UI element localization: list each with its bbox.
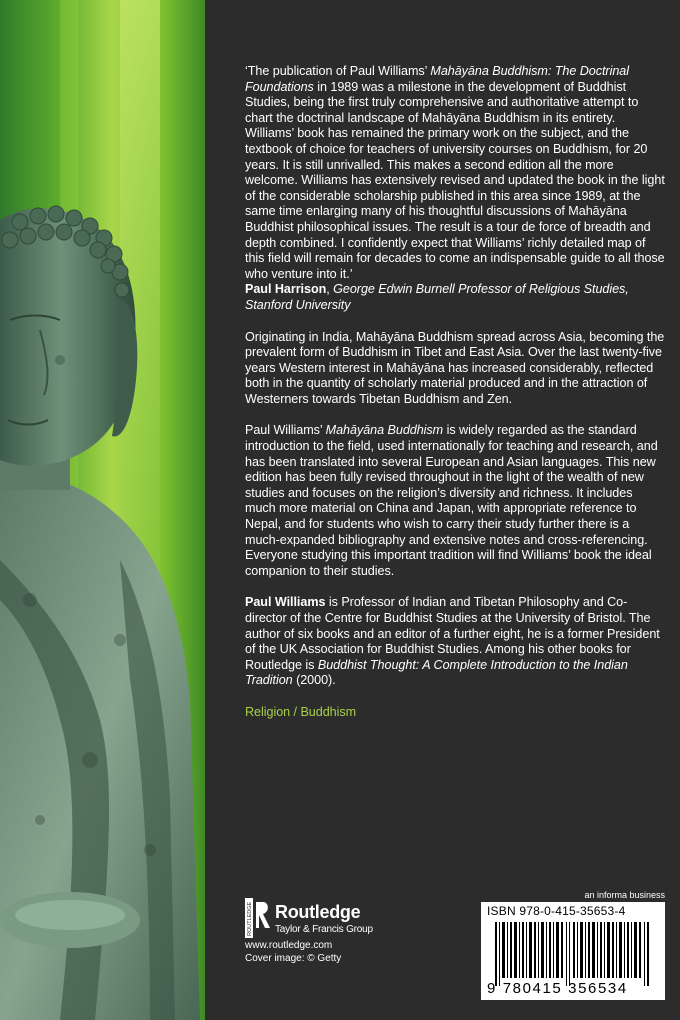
isbn-label: ISBN 978-0-415-35653-4 — [487, 904, 626, 918]
routledge-logo — [245, 898, 425, 938]
isbn-barcode — [481, 902, 665, 1000]
paragraph-lead: Paul Williams’ — [245, 423, 326, 438]
publisher-name: Routledge — [275, 902, 361, 922]
publisher-website[interactable]: www.routledge.com — [245, 940, 333, 951]
buddha-statue-image — [0, 0, 205, 1020]
informa-tagline: an informa business — [584, 890, 665, 900]
cover-text-panel — [205, 0, 680, 1020]
description-paragraph-2 — [245, 423, 665, 579]
routledge-logo-icon — [245, 898, 271, 938]
paragraph-book-title: Mahāyāna Buddhism — [325, 423, 444, 438]
quote-book-title: Mahāyāna Buddhism: The Doctrinal Foundations — [245, 64, 629, 94]
subject-category: Religion / Buddhism — [245, 704, 357, 719]
cover-footer — [245, 890, 665, 1000]
author-bio-end: (2000). — [292, 673, 336, 688]
cover-image-credit: Cover image: © Getty — [245, 953, 342, 964]
quote-author-role: George Edwin Burnell Professor of Religious Studies, Stanford University — [245, 282, 629, 312]
quote-text-body: in 1989 was a milestone in the development of Buddhist Studies, being the first truly comprehensive and authoritative attempt to chart the doctrinal landscape of Mahāyāna Buddhism in its entirety. Williams’ book has remained the primary work on the subject, and the textbook of choice for teachers of university courses on Buddhism, for 20 years. It is still unrivalled. This makes a second edition all the more welcome. Williams has extensively revised and updated the book in the light of the considerable scholarship published in this area since 1989, at the same time enlarging many of his thoughtful discussions of Mahāyāna Buddhist philosophical issues. The result is a tour de force of breadth and depth combined. I confidently expect that Williams’ richly detailed map of this field will remain for decades to come an indispensable guide to all those who venture into it.’ — [245, 79, 665, 281]
author-bio — [245, 595, 665, 689]
logo-vertical-text: ROUTLEDGE — [247, 901, 253, 936]
blurb-text — [245, 64, 665, 721]
buddha-illustration — [0, 0, 205, 1020]
author-name: Paul Williams — [245, 595, 326, 610]
quote-text-start: ‘The publication of Paul Williams’ — [245, 64, 431, 78]
endorsement-quote — [245, 64, 665, 282]
publisher-group: Taylor & Francis Group — [275, 924, 373, 935]
description-paragraph-1: Originating in India, Mahāyāna Buddhism spread across Asia, becoming the prevalent form of Buddhism in Tibet and East Asia. Over the last twenty-five years Western interest in Mahāyāna has increased considerably, reflected both in the quantity of scholarly material produced and in the attraction of Westerners towards Tibetan Buddhism and Zen. — [245, 329, 665, 406]
quote-author: Paul Harrison — [245, 282, 327, 297]
quote-attribution — [245, 282, 665, 313]
attribution-separator: , — [326, 282, 334, 297]
author-bio-text: is Professor of Indian and Tibetan Philosophy and Co-director of the Centre for Buddhist Studies at the University of Bristol. The author of six books and an editor of a further eight, he is a former President of the UK Association for Buddhist Studies. Among his other books for Routledge is — [245, 595, 660, 672]
other-book-title: Buddhist Thought: A Complete Introduction to the Indian Tradition — [245, 657, 628, 688]
paragraph-body: is widely regarded as the standard introduction to the field, used internationally for teaching and research, and has been translated into several European and Asian languages. This new edition has been fully revised throughout in the light of the wealth of new studies and focuses on the religion’s diversity and richness. It includes much more material on China and Japan, with appropriate reference to Nepal, and for students who wish to carry their study further there is a much-expanded bibliography and extensive notes and cross-referencing. Everyone studying this important tradition will find Williams’ book the ideal companion to their studies. — [245, 423, 658, 578]
barcode-digits: 9 780415 356534 — [487, 980, 628, 997]
